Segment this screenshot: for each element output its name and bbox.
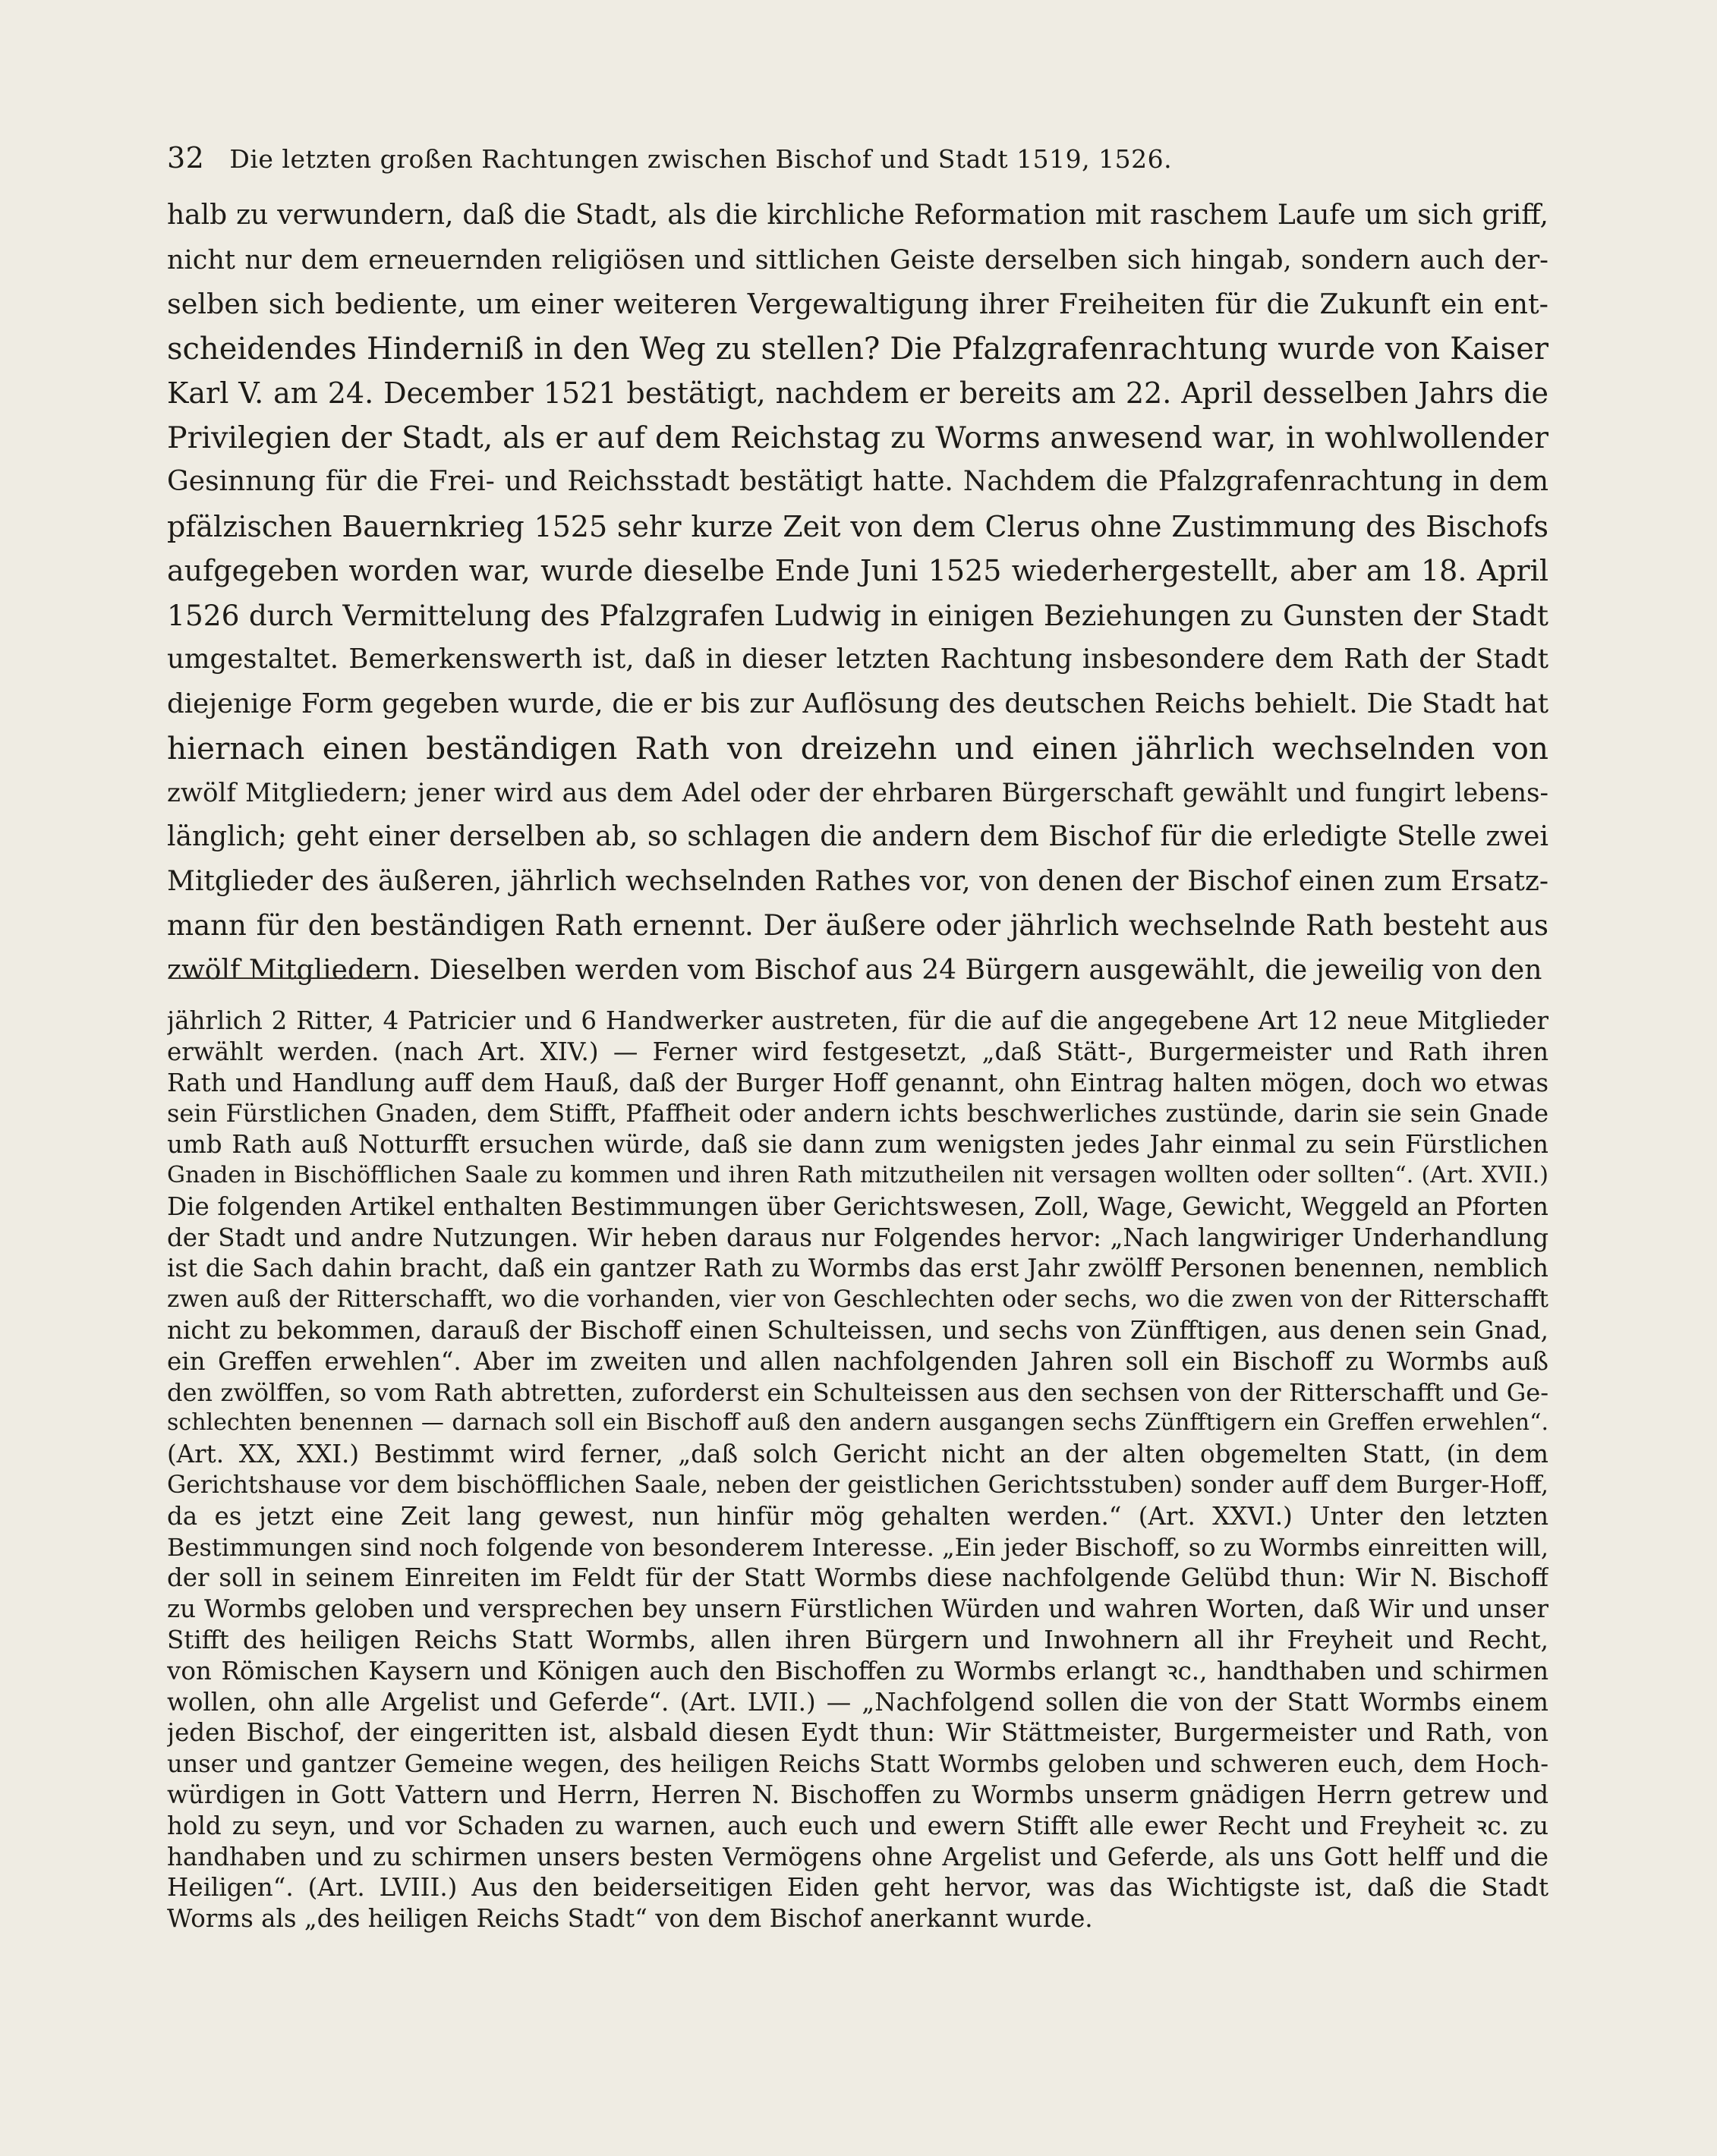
- main-text: [167, 194, 1548, 993]
- footnote-line: sein Fürstlichen Gnaden, dem Stifft, Pfaffheit oder andern ichts beschwerliches zustünde, darin sie sein Gnade: [167, 1099, 1548, 1128]
- text-line: Privilegien der Stadt, als er auf dem Reichstag zu Worms anwesend war, in wohlwollender: [167, 420, 1548, 455]
- footnote-line: nicht zu bekommen, darauß der Bischoff einen Schulteissen, und sechs von Zünfftigen, aus denen sein Gnad,: [167, 1315, 1548, 1345]
- footnote-line: umb Rath auß Notturfft ersuchen würde, daß sie dann zum wenigsten jedes Jahr einmal zu sein Fürstlichen: [167, 1130, 1548, 1160]
- page-number: 32: [167, 141, 205, 175]
- text-line: halb zu verwundern, daß die Stadt, als die kirchliche Reformation mit raschem Laufe um sich griff,: [167, 200, 1548, 231]
- text-line: diejenige Form gegeben wurde, die er bis zur Auflösung des deutschen Reichs behielt. Die Stadt hat: [167, 688, 1548, 719]
- text-line: pfälzischen Bauernkrieg 1525 sehr kurze Zeit von dem Clerus ohne Zustimmung des Bischofs: [167, 509, 1548, 543]
- text-line: Gesinnung für die Frei- und Reichsstadt bestätigt hatte. Nachdem die Pfalzgrafenrachtung in dem: [167, 466, 1548, 497]
- footnote-separator: [169, 977, 400, 979]
- text-line: hiernach einen beständigen Rath von dreizehn und einen jährlich wechselnden von: [167, 730, 1548, 766]
- text-line: scheidendes Hinderniß in den Weg zu stellen? Die Pfalzgrafenrachtung wurde von Kaiser: [167, 331, 1548, 367]
- footnote-line: ein Greffen erwehlen“. Aber im zweiten und allen nachfolgenden Jahren soll ein Bischoff zu Wormbs auß: [167, 1346, 1548, 1376]
- footnote-line: der Stadt und andre Nutzungen. Wir heben daraus nur Folgendes hervor: „Nach langwiriger Underhandlung: [167, 1223, 1548, 1252]
- text-line: umgestaltet. Bemerkenswerth ist, daß in dieser letzten Rachtung insbesondere dem Rath der Stadt: [167, 644, 1548, 675]
- footnote-line: zu Wormbs geloben und versprechen bey unsern Fürstlichen Würden und wahren Worten, daß Wir und unser: [167, 1594, 1548, 1624]
- footnote-line: von Römischen Kaysern und Königen auch den Bischoffen zu Wormbs erlangt ꝛc., handthaben und schirmen: [167, 1656, 1548, 1685]
- footnote-line: Gnaden in Bischöfflichen Saale zu kommen und ihren Rath mitzutheilen nit versagen wollten oder sollten“. (Art. XVII.): [167, 1161, 1548, 1188]
- footnote-line: handhaben und zu schirmen unsers besten Vermögens ohne Argelist und Geferde, als uns Gott helff und die: [167, 1842, 1548, 1871]
- running-header: [167, 139, 1548, 178]
- footnote-line: ist die Sach dahin bracht, daß ein gantzer Rath zu Wormbs das erst Jahr zwölff Personen benennen, nemblich: [167, 1254, 1548, 1283]
- footnote-line: würdigen in Gott Vattern und Herrn, Herren N. Bischoffen zu Wormbs unserm gnädigen Herrn getrew und: [167, 1780, 1548, 1809]
- text-line: selben sich bediente, um einer weiteren Vergewaltigung ihrer Freiheiten für die Zukunft ein ent-: [167, 288, 1548, 320]
- text-line: zwölf Mitgliedern. Dieselben werden vom Bischof aus 24 Bürgern ausgewählt, die jeweilig von den: [167, 954, 1542, 986]
- footnote-line: schlechten benennen — darnach soll ein Bischoff auß den andern ausgangen sechs Zünfftigern ein Greffen erwehlen“.: [167, 1409, 1548, 1437]
- footnote-line: wollen, ohn alle Argelist und Geferde“. (Art. LVII.) — „Nachfolgend sollen die von der Statt Wormbs einem: [167, 1687, 1548, 1717]
- footnote-line: jeden Bischof, der eingeritten ist, alsbald diesen Eydt thun: Wir Stättmeister, Burgermeister und Rath, von: [167, 1718, 1548, 1748]
- text-line: zwölf Mitgliedern; jener wird aus dem Adel oder der ehrbaren Bürgerschaft gewählt und fungirt lebens-: [167, 777, 1548, 808]
- footnote-line: hold zu seyn, und vor Schaden zu warnen, auch euch und ewern Stifft alle ewer Recht und Freyheit ꝛc. zu: [167, 1811, 1548, 1840]
- footnote-line: (Art. XX, XXI.) Bestimmt wird ferner, „daß solch Gericht nicht an der alten obgemelten Statt, (in dem: [167, 1440, 1548, 1469]
- text-line: länglich; geht einer derselben ab, so schlagen die andern dem Bischof für die erledigte Stelle zwei: [167, 821, 1548, 852]
- footnote-line: Worms als „des heiligen Reichs Stadt“ von dem Bischof anerkannt wurde.: [167, 1904, 1093, 1934]
- footnote-line: Stifft des heiligen Reichs Statt Wormbs, allen ihren Bürgern und Inwohnern all ihr Freyheit und Recht,: [167, 1625, 1548, 1654]
- footnote-line: Heiligen“. (Art. LVIII.) Aus den beiderseitigen Eiden geht hervor, was das Wichtigste ist, daß die Stadt: [167, 1873, 1548, 1903]
- footnote-line: der soll in seinem Einreiten im Feldt für der Statt Wormbs diese nachfolgende Gelübd thun: Wir N. Bischoff: [167, 1563, 1548, 1593]
- text-line: 1526 durch Vermittelung des Pfalzgrafen Ludwig in einigen Beziehungen zu Gunsten der Stadt: [167, 598, 1548, 632]
- footnote-text: [167, 1006, 1548, 1934]
- footnote-line: den zwölffen, so vom Rath abtretten, zuforderst ein Schulteissen aus den sechsen von der Ritterschafft und Ge-: [167, 1377, 1548, 1407]
- footnote-line: zwen auß der Ritterschafft, wo die vorhanden, vier von Geschlechten oder sechs, wo die zwen von der Ritterschafft: [167, 1286, 1548, 1314]
- running-title: Die letzten großen Rachtungen zwischen Bischof und Stadt 1519, 1526.: [229, 144, 1173, 174]
- footnote-line: da es jetzt eine Zeit lang gewest, nun hinfür mög gehalten werden.“ (Art. XXVI.) Unter den letzten: [167, 1501, 1548, 1531]
- footnote-line: unser und gantzer Gemeine wegen, des heiligen Reichs Statt Wormbs geloben und schweren euch, dem Hoch-: [167, 1749, 1548, 1779]
- text-line: aufgegeben worden war, wurde dieselbe Ende Juni 1525 wiederhergestellt, aber am 18. April: [167, 554, 1548, 587]
- text-line: nicht nur dem erneuernden religiösen und sittlichen Geiste derselben sich hingab, sondern auch der-: [167, 244, 1548, 275]
- footnote-line: erwählt werden. (nach Art. XIV.) — Ferner wird festgesetzt, „daß Stätt-, Burgermeister und Rath ihren: [167, 1037, 1548, 1066]
- footnote-line: Rath und Handlung auff dem Hauß, daß der Burger Hoff genannt, ohn Eintrag halten mögen, doch wo etwas: [167, 1068, 1548, 1097]
- footnote-line: jährlich 2 Ritter, 4 Patricier und 6 Handwerker austreten, für die auf die angegebene Art 12 neue Mitglieder: [167, 1006, 1548, 1035]
- footnote-line: Die folgenden Artikel enthalten Bestimmungen über Gerichtswesen, Zoll, Wage, Gewicht, Weggeld an Pforten: [167, 1191, 1548, 1221]
- text-line: Mitglieder des äußeren, jährlich wechselnden Rathes vor, von denen der Bischof einen zum Ersatz-: [167, 865, 1548, 897]
- text-line: mann für den beständigen Rath ernennt. Der äußere oder jährlich wechselnde Rath besteht aus: [167, 909, 1548, 942]
- footnote-line: Gerichtshause vor dem bischöfflichen Saale, neben der geistlichen Gerichtsstuben) sonder auff dem Burger-Hoff,: [167, 1471, 1548, 1499]
- footnote-line: Bestimmungen sind noch folgende von besonderem Interesse. „Ein jeder Bischoff, so zu Wormbs einreitten will,: [167, 1532, 1548, 1562]
- text-line: Karl V. am 24. December 1521 bestätigt, nachdem er bereits am 22. April desselben Jahrs die: [167, 376, 1548, 410]
